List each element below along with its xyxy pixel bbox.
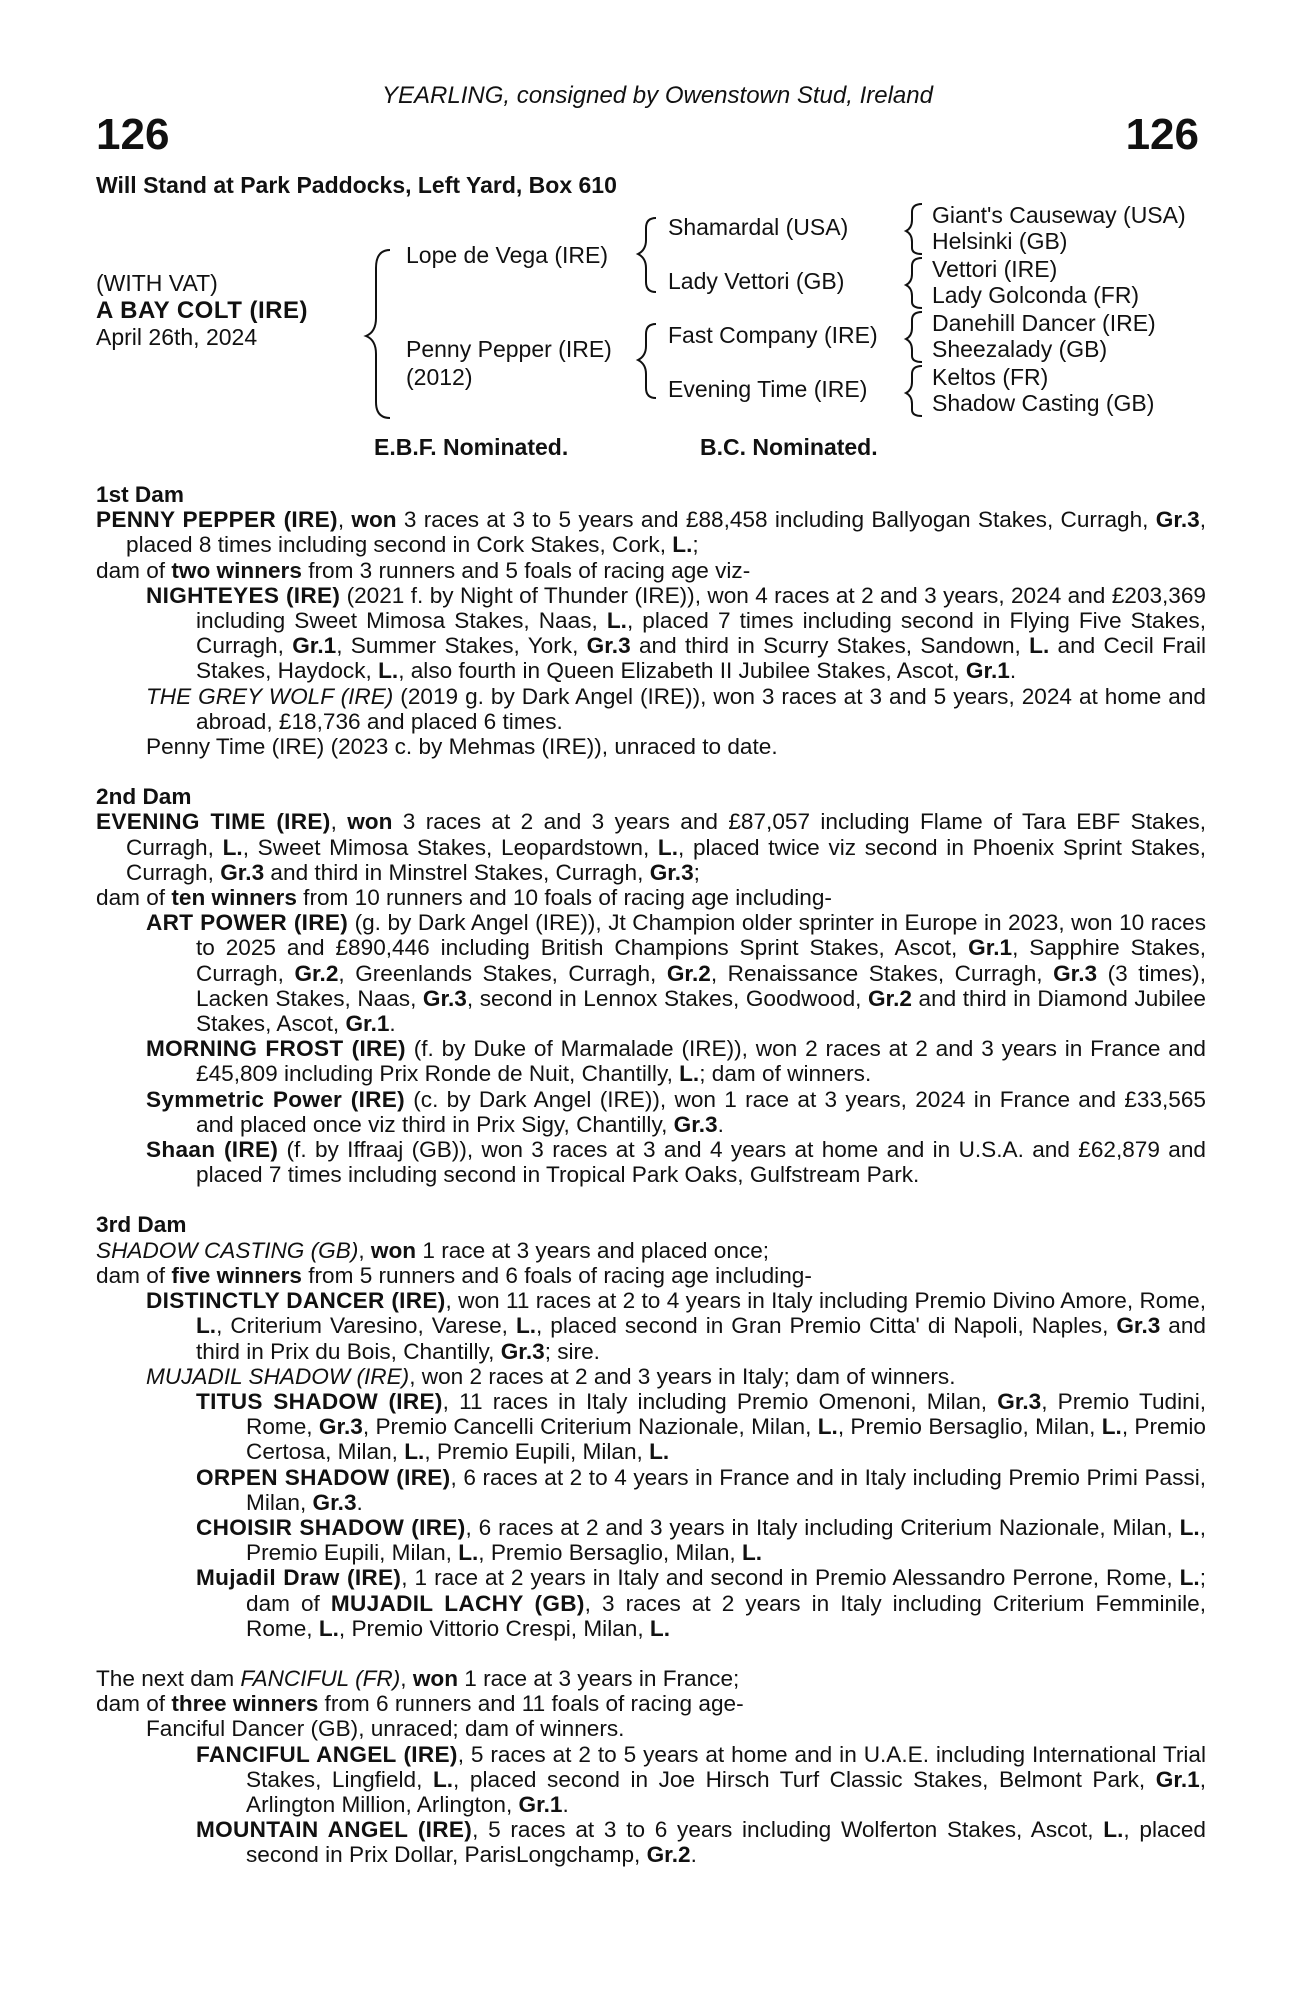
dam1-record: PENNY PEPPER (IRE), won 3 races at 3 to 5 years and £88,458 including Ballyogan Stakes, Curragh, Gr.3, placed 8 times including second in Cork Stakes, Cork, L.; <box>96 507 1206 558</box>
dam-year: (2012) <box>406 364 473 390</box>
foaled-date: April 26th, 2024 <box>96 324 258 350</box>
grandsire-2: Vettori (IRE) <box>932 256 1058 282</box>
dam3-grandproduce-item: ORPEN SHADOW (IRE), 6 races at 2 to 4 years in France and in Italy including Premio Primi Passi, Milan, Gr.3. <box>196 1464 1206 1515</box>
granddam-2: Lady Golconda (FR) <box>932 282 1140 308</box>
dam3-grandproduce-item: CHOISIR SHADOW (IRE), 6 races at 2 and 3 years in Italy including Criterium Nazionale, Milan, L., Premio Eupili, Milan, L., Premio Bersaglio, Milan, L. <box>196 1514 1206 1566</box>
dam3-record: SHADOW CASTING (GB), won 1 race at 3 years and placed once; <box>96 1237 770 1263</box>
dam-sire: Fast Company (IRE) <box>668 322 878 348</box>
dam1-produce-item: THE GREY WOLF (IRE) (2019 g. by Dark Angel (IRE)), won 3 races at 3 and 5 years, 2024 at home and abroad, £18,736 and placed 6 times. <box>146 683 1206 734</box>
granddam-4: Shadow Casting (GB) <box>932 390 1155 416</box>
dam3-grandproduce-item: Mujadil Draw (IRE), 1 race at 2 years in Italy and second in Premio Alessandro Perrone, Rome, L.; dam of MUJADIL LACHY (GB), 3 races at 2 years in Italy including Criterium Femminile, Rome, L., Premio Vittorio Crespi, Milan, L. <box>196 1565 1206 1641</box>
next-dam-grandproduce-item: MOUNTAIN ANGEL (IRE), 5 races at 3 to 6 years including Wolferton Stakes, Ascot, L., placed second in Prix Dollar, ParisLongchamp, Gr.2. <box>196 1817 1206 1868</box>
dam1-heading: 1st Dam <box>96 482 184 507</box>
grandsire-4: Keltos (FR) <box>932 364 1049 390</box>
dam3-produce-summary: dam of five winners from 5 runners and 6 foals of racing age including- <box>96 1262 812 1288</box>
lot-number-right: 126 <box>1125 110 1199 159</box>
dam3-produce-item: MUJADIL SHADOW (IRE), won 2 races at 2 and 3 years in Italy; dam of winners. <box>146 1363 956 1389</box>
sire-dam: Lady Vettori (GB) <box>668 268 845 294</box>
granddam-3: Sheezalady (GB) <box>932 336 1108 362</box>
dam-dam: Evening Time (IRE) <box>668 376 868 402</box>
dam2-produce-item: ART POWER (IRE) (g. by Dark Angel (IRE)), Jt Champion older sprinter in Europe in 2023, won 10 races to 2025 and £890,446 including British Champions Sprint Stakes, Ascot, Gr.1, Sapphire Stakes, Curragh, Gr.2, Greenlands Stakes, Curragh, Gr.2, Renaissance Stakes, Curragh, Gr.3 (3 times), Lacken Stakes, Naas, Gr.3, second in Lennox Stakes, Goodwood, Gr.2 and third in Diamond Jubilee Stakes, Ascot, Gr.1. <box>146 910 1206 1037</box>
dam3-produce-item: DISTINCTLY DANCER (IRE), won 11 races at 2 to 4 years in Italy including Premio Divino Amore, Rome, L., Criterium Varesino, Varese, L., placed second in Gran Premio Citta' di Napoli, Naples, Gr.3 and third in Prix du Bois, Chantilly, Gr.3; sire. <box>146 1288 1207 1364</box>
dam1-produce-item: Penny Time (IRE) (2023 c. by Mehmas (IRE)), unraced to date. <box>146 734 778 760</box>
ebf-nominated: E.B.F. Nominated. <box>374 434 569 460</box>
grandsire-1: Giant's Causeway (USA) <box>932 202 1186 228</box>
dam1-produce-summary: dam of two winners from 3 runners and 5 foals of racing age viz- <box>96 557 751 583</box>
dam2-produce-item: MORNING FROST (IRE) (f. by Duke of Marmalade (IRE)), won 2 races at 2 and 3 years in France and £45,809 including Prix Ronde de Nuit, Chantilly, L.; dam of winners. <box>146 1036 1206 1087</box>
grandsire-3: Danehill Dancer (IRE) <box>932 310 1156 336</box>
dam2-produce-item: Shaan (IRE) (f. by Iffraaj (GB)), won 3 races at 3 and 4 years at home and in U.S.A. and £62,879 and placed 7 times including second in Tropical Park Oaks, Gulfstream Park. <box>146 1137 1206 1188</box>
dam2-produce-summary: dam of ten winners from 10 runners and 10 foals of racing age including- <box>96 885 832 911</box>
dam3-heading: 3rd Dam <box>96 1212 187 1238</box>
bc-nominated: B.C. Nominated. <box>700 434 878 460</box>
sire: Lope de Vega (IRE) <box>406 242 609 268</box>
lot-subtitle: YEARLING, consigned by Owenstown Stud, Ireland <box>382 82 933 109</box>
dam2-produce-item: Symmetric Power (IRE) (c. by Dark Angel (IRE)), won 1 race at 3 years, 2024 in France and £33,565 and placed once viz third in Prix Sigy, Chantilly, Gr.3. <box>146 1086 1206 1137</box>
next-dam-produce-item: Fanciful Dancer (GB), unraced; dam of winners. <box>146 1716 625 1742</box>
sire-sire: Shamardal (USA) <box>668 214 849 240</box>
dam1-produce-item: NIGHTEYES (IRE) (2021 f. by Night of Thunder (IRE)), won 4 races at 2 and 3 years, 2024 and £203,369 including Sweet Mimosa Stakes, Naas, L., placed 7 times including second in Flying Five Stakes, Curragh, Gr.1, Summer Stakes, York, Gr.3 and third in Scurry Stakes, Sandown, L. and Cecil Frail Stakes, Haydock, L., also fourth in Queen Elizabeth II Jubilee Stakes, Ascot, Gr.1. <box>146 582 1206 684</box>
vat-note: (WITH VAT) <box>96 270 218 296</box>
horse-name: A BAY COLT (IRE) <box>96 297 309 324</box>
dam: Penny Pepper (IRE) <box>406 336 612 362</box>
next-dam-produce-summary: dam of three winners from 6 runners and 11 foals of racing age- <box>96 1691 744 1717</box>
dam3-grandproduce-item: TITUS SHADOW (IRE), 11 races in Italy including Premio Omenoni, Milan, Gr.3, Premio Tudini, Rome, Gr.3, Premio Cancelli Criterium Nazionale, Milan, L., Premio Bersaglio, Milan, L., Premio Certosa, Milan, L., Premio Eupili, Milan, L. <box>196 1388 1206 1465</box>
granddam-1: Helsinki (GB) <box>932 228 1068 254</box>
next-dam-record: The next dam FANCIFUL (FR), won 1 race at 3 years in France; <box>96 1665 740 1691</box>
catalogue-body <box>96 482 1206 1868</box>
lot-number-left: 126 <box>96 110 170 159</box>
next-dam-grandproduce-item: FANCIFUL ANGEL (IRE), 5 races at 2 to 5 years at home and in U.A.E. including International Trial Stakes, Lingfield, L., placed second in Joe Hirsch Turf Classic Stakes, Belmont Park, Gr.1, Arlington Million, Arlington, Gr.1. <box>196 1741 1206 1817</box>
dam2-heading: 2nd Dam <box>96 784 192 810</box>
dam2-record: EVENING TIME (IRE), won 3 races at 2 and 3 years and £87,057 including Flame of Tara EBF Stakes, Curragh, L., Sweet Mimosa Stakes, Leopardstown, L., placed twice viz second in Phoenix Sprint Stakes, Curragh, Gr.3 and third in Minstrel Stakes, Curragh, Gr.3; <box>96 809 1206 885</box>
stand-location: Will Stand at Park Paddocks, Left Yard, Box 610 <box>96 172 617 198</box>
